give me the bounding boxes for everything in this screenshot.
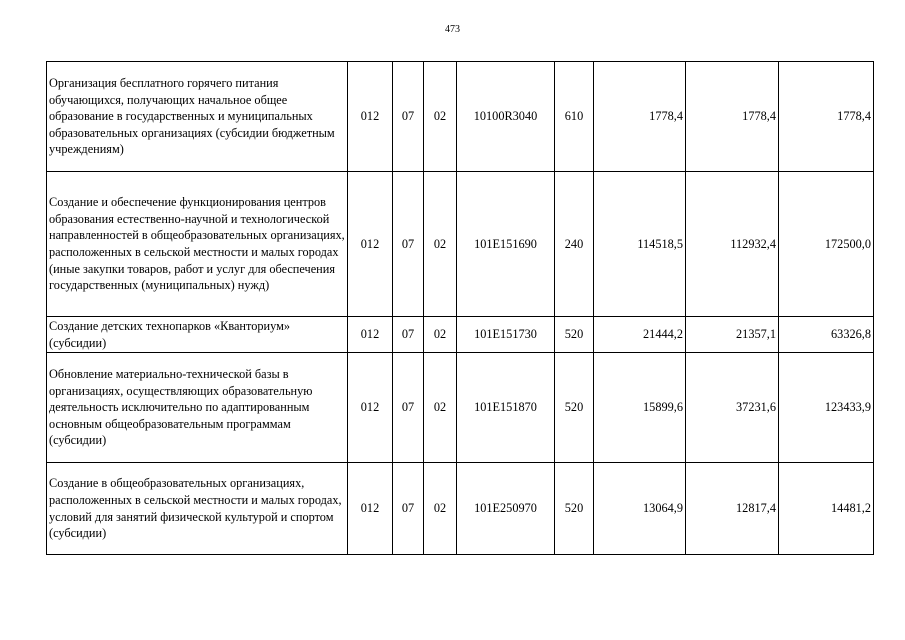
table-row xyxy=(47,463,874,555)
table-row xyxy=(47,62,874,172)
amount-year-2: 37231,6 xyxy=(686,353,779,463)
target-article-code: 101E151690 xyxy=(457,172,555,317)
row-description: Создание в общеобразовательных организациях, расположенных в сельской местности и малых городах, условий для занятий физической культурой и спортом (субсидии) xyxy=(47,463,348,555)
ministry-code: 012 xyxy=(348,172,393,317)
subsection-code: 02 xyxy=(424,172,457,317)
amount-year-1: 13064,9 xyxy=(594,463,686,555)
target-article-code: 101E151730 xyxy=(457,317,555,353)
row-description: Создание детских технопарков «Кванториум» (субсидии) xyxy=(47,317,348,353)
amount-year-1: 21444,2 xyxy=(594,317,686,353)
section-code: 07 xyxy=(393,62,424,172)
budget-table xyxy=(46,61,874,555)
ministry-code: 012 xyxy=(348,62,393,172)
expense-type-code: 520 xyxy=(555,317,594,353)
target-article-code: 101E151870 xyxy=(457,353,555,463)
section-code: 07 xyxy=(393,317,424,353)
section-code: 07 xyxy=(393,353,424,463)
ministry-code: 012 xyxy=(348,463,393,555)
expense-type-code: 610 xyxy=(555,62,594,172)
expense-type-code: 520 xyxy=(555,353,594,463)
amount-year-3: 123433,9 xyxy=(779,353,874,463)
target-article-code: 101E250970 xyxy=(457,463,555,555)
amount-year-3: 63326,8 xyxy=(779,317,874,353)
amount-year-1: 114518,5 xyxy=(594,172,686,317)
table-row xyxy=(47,317,874,353)
section-code: 07 xyxy=(393,172,424,317)
ministry-code: 012 xyxy=(348,353,393,463)
subsection-code: 02 xyxy=(424,62,457,172)
amount-year-3: 1778,4 xyxy=(779,62,874,172)
row-description: Обновление материально-технической базы в организациях, осуществляющих образовательную деятельность исключительно по адаптированным основным общеобразовательным программам (субсидии) xyxy=(47,353,348,463)
section-code: 07 xyxy=(393,463,424,555)
row-description: Организация бесплатного горячего питания обучающихся, получающих начальное общее образование в государственных и муниципальных образовательных организациях (субсидии бюджетным учреждениям) xyxy=(47,62,348,172)
expense-type-code: 240 xyxy=(555,172,594,317)
amount-year-2: 1778,4 xyxy=(686,62,779,172)
amount-year-2: 12817,4 xyxy=(686,463,779,555)
page-number: 473 xyxy=(445,24,460,35)
amount-year-2: 112932,4 xyxy=(686,172,779,317)
subsection-code: 02 xyxy=(424,353,457,463)
table-row xyxy=(47,172,874,317)
amount-year-2: 21357,1 xyxy=(686,317,779,353)
ministry-code: 012 xyxy=(348,317,393,353)
expense-type-code: 520 xyxy=(555,463,594,555)
table-row xyxy=(47,353,874,463)
amount-year-1: 15899,6 xyxy=(594,353,686,463)
amount-year-1: 1778,4 xyxy=(594,62,686,172)
amount-year-3: 172500,0 xyxy=(779,172,874,317)
subsection-code: 02 xyxy=(424,463,457,555)
subsection-code: 02 xyxy=(424,317,457,353)
target-article-code: 10100R3040 xyxy=(457,62,555,172)
row-description: Создание и обеспечение функционирования центров образования естественно-научной и технологической направленностей в общеобразовательных организациях, расположенных в сельской местности и малых городах (иные закупки товаров, работ и услуг для обеспечения государственных (муниципальных) нужд) xyxy=(47,172,348,317)
amount-year-3: 14481,2 xyxy=(779,463,874,555)
